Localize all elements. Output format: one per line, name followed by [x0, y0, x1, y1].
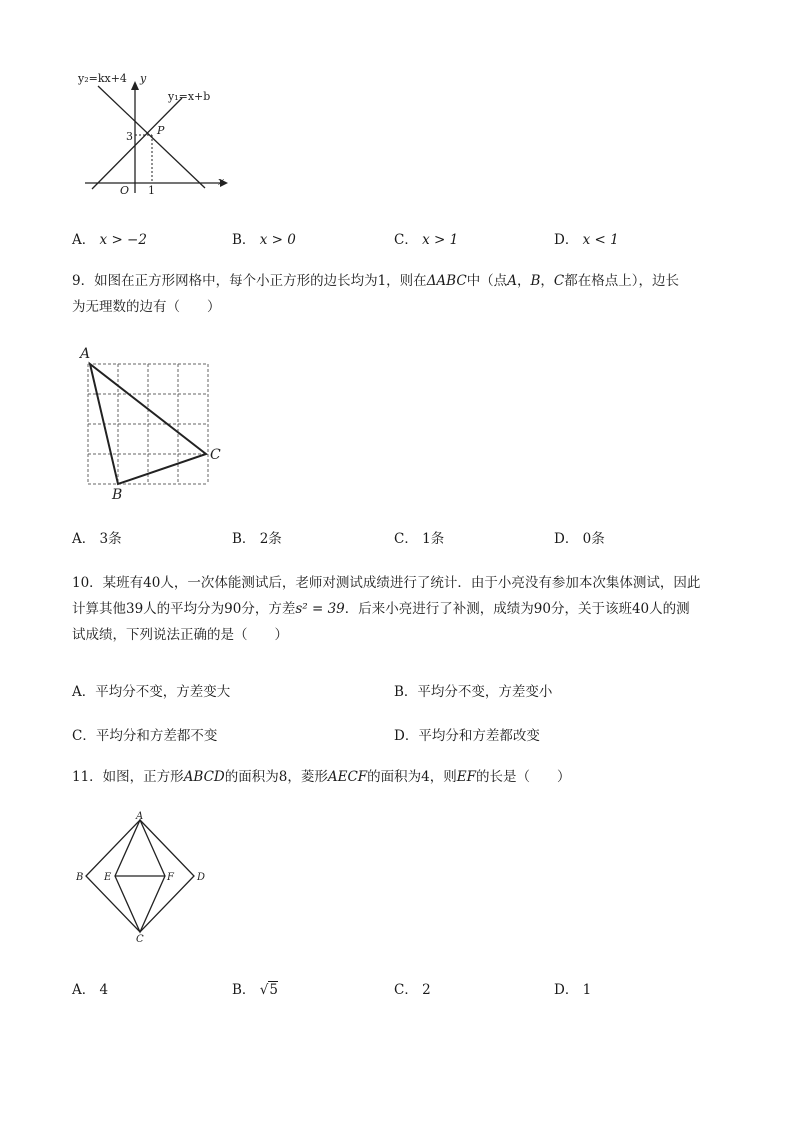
option-letter: B． — [232, 232, 256, 248]
option-letter: A． — [72, 982, 96, 998]
label-e: E — [104, 872, 112, 883]
q10-stem-line2: 计算其他39人的平均分为90分，方差s² = 39．后来小亮进行了补测，成绩为90分，关于该班40人的测 — [72, 601, 690, 617]
option-text: 0条 — [582, 531, 605, 547]
option-text: 3条 — [99, 531, 122, 547]
variance-expression: s² = 39 — [295, 601, 345, 617]
option-letter: B． — [232, 531, 256, 547]
option-letter: D． — [554, 982, 579, 998]
label-d: D — [197, 872, 206, 883]
option-letter: A． — [72, 531, 96, 547]
line-y1 — [92, 98, 182, 189]
option-letter: C． — [394, 232, 418, 248]
label-f: F — [167, 872, 174, 883]
label-b: B — [76, 872, 84, 883]
label-a: A — [136, 811, 144, 822]
q9-option-c[interactable] — [394, 527, 444, 547]
label-c: C — [210, 447, 221, 463]
label-origin: O — [120, 184, 130, 197]
q10-option-b[interactable]: B．平均分不变，方差变小 — [394, 684, 553, 700]
q9-grid-figure — [72, 342, 232, 502]
option-letter: D． — [554, 531, 579, 547]
label-y1: y₁=x+b — [168, 90, 211, 103]
q10-stem-line1: 10．某班有40人，一次体能测试后，老师对测试成绩进行了统计．由于小亮没有参加本次集体测试，因此 — [72, 575, 701, 591]
sqrt-sign: √ — [259, 982, 269, 998]
q8-option-d[interactable] — [554, 228, 619, 248]
label-c: C — [136, 934, 144, 945]
q9-stem-line2: 为无理数的边有（ ） — [72, 299, 221, 315]
label-three: 3 — [126, 130, 133, 143]
q11-stem: 11．如图，正方形ABCD的面积为8，菱形AECF的面积为4，则EF的长是（ ） — [72, 769, 571, 785]
q11-option-c[interactable] — [394, 978, 431, 998]
option-text: x > −2 — [99, 232, 147, 248]
q9-stem-line1: 9．如图在正方形网格中，每个小正方形的边长均为1，则在ΔABC中（点A，B，C都在格点上），边长 — [72, 273, 679, 289]
option-letter: C． — [394, 982, 418, 998]
q10-option-d[interactable]: D．平均分和方差都改变 — [394, 728, 540, 744]
option-text: 1 — [582, 982, 592, 998]
q9-option-b[interactable] — [232, 527, 282, 547]
q10-option-c[interactable]: C．平均分和方差都不变 — [72, 728, 218, 744]
option-letter: D． — [554, 232, 579, 248]
option-text: 2条 — [259, 531, 282, 547]
q11-option-d[interactable] — [554, 978, 591, 998]
option-text: 2 — [422, 982, 431, 998]
q11-option-b[interactable] — [232, 978, 278, 998]
option-text: x > 0 — [259, 232, 296, 248]
q8-option-a[interactable] — [72, 228, 147, 248]
option-letter: B． — [232, 982, 256, 998]
q11-option-a[interactable] — [72, 978, 108, 998]
label-a: A — [80, 346, 91, 362]
q10-option-a[interactable]: A．平均分不变，方差变大 — [72, 684, 231, 700]
q8-option-b[interactable] — [232, 228, 296, 248]
q10-stem — [72, 570, 736, 648]
label-b: B — [112, 487, 123, 502]
q9-stem — [72, 268, 732, 320]
y-axis-arrow — [131, 81, 139, 90]
q9-option-a[interactable] — [72, 527, 122, 547]
option-text: x < 1 — [582, 232, 619, 248]
option-text: x > 1 — [422, 232, 459, 248]
label-y2: y₂=kx+4 — [78, 72, 127, 85]
label-one: 1 — [148, 184, 155, 197]
label-x: x — [218, 175, 225, 188]
option-text: 5 — [269, 982, 278, 998]
q11-square-rhombus-figure — [76, 810, 216, 945]
q8-graph-figure — [70, 68, 240, 198]
label-p: P — [157, 124, 165, 137]
option-text: 1条 — [422, 531, 445, 547]
q9-option-d[interactable] — [554, 527, 605, 547]
option-letter: A． — [72, 232, 96, 248]
q8-option-c[interactable] — [394, 228, 458, 248]
dashed-grid — [88, 364, 208, 484]
label-y: y — [140, 72, 147, 85]
option-letter: C． — [394, 531, 418, 547]
option-text: 4 — [99, 982, 109, 998]
q10-stem-line3: 试成绩，下列说法正确的是（ ） — [72, 627, 288, 643]
